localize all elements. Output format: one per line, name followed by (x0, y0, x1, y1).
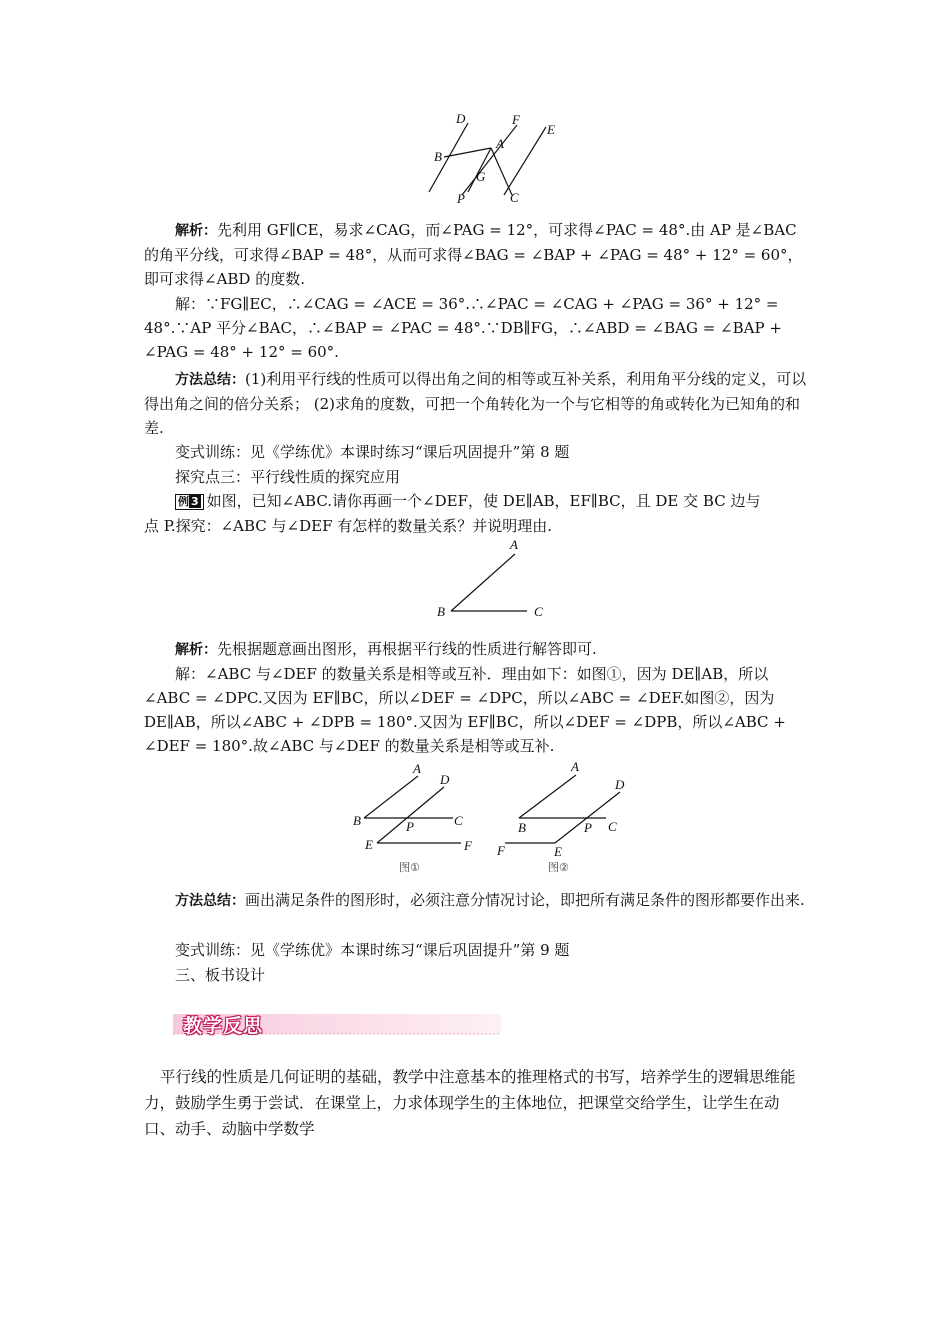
fig3b-label-p: P (584, 820, 592, 835)
fig3b-label-c: C (608, 819, 617, 834)
analysis-text: 先利用 GF∥CE，易求∠CAG，而∠PAG = 12°，可求得∠PAC = 48°.由 AP 是∠BAC 的角平分线，可求得∠BAP = 48°，从而可求得∠BAG = ∠BAP + ∠PAG = 48° + 12° = 60°，即可求得∠ABD 的度数. (144, 221, 803, 288)
reflection-body: 平行线的性质是几何证明的基础，教学中注意基本的推理格式的书写，培养学生的逻辑思维能力，鼓励学生勇于尝试．在课堂上，力求体现学生的主体地位，把课堂交给学生，让学生在动口、动手、动脑中学数学 (144, 1068, 796, 1138)
method-3-label: 方法总结： (175, 893, 245, 909)
example-badge-prefix: 例 (178, 495, 189, 508)
solution-3 (144, 662, 808, 758)
method-label: 方法总结： (175, 372, 245, 388)
solution-label: 解： (175, 295, 206, 313)
fig3a-label-f: F (464, 838, 472, 853)
example-badge (175, 494, 204, 510)
fig3b-label-f: F (497, 843, 505, 858)
figure-parallel-lines-1 (420, 108, 570, 208)
analysis-3-text: 先根据题意画出图形，再根据平行线的性质进行解答即可. (217, 640, 597, 658)
line-ce (504, 127, 546, 195)
fig2-label-c: C (534, 604, 543, 619)
fig1-label-c: C (510, 190, 519, 205)
method-3-text: 画出满足条件的图形时，必须注意分情况讨论，即把所有满足条件的图形都要作出来. (245, 891, 805, 909)
fig3b-caption: 图② (548, 861, 569, 874)
example-3-line-1 (144, 489, 839, 513)
fig3a-label-e: E (365, 837, 373, 852)
line-ac (491, 148, 512, 195)
solution-3-text: ∠ABC 与∠DEF 的数量关系是相等或互补．理由如下：如图①，因为 DE∥AB，所以∠ABC = ∠DPC.又因为 EF∥BC，所以∠DEF = ∠DPC，所以∠ABC = ∠DEF.如图②，因为 DE∥AB，所以∠ABC + ∠DPB = 180°.又因为 EF∥BC，所以∠DEF = ∠DPB，所以∠ABC + ∠DEF = 180°.故∠ABC 与∠DEF 的数量关系是相等或互补. (144, 665, 786, 755)
solution-text: ∵FG∥EC，∴∠CAG = ∠ACE = 36°.∴∠PAC = ∠CAG + ∠PAG = 36° + 12° = 48°.∵AP 平分∠BAC，∴∠BAP = ∠PAC = 48°.∵DB∥FG，∴∠ABD = ∠BAG = ∠BAP + ∠PAG = 48° + 12° = 60°. (144, 295, 782, 361)
fig3a-caption: 图① (399, 861, 420, 874)
fig3a-label-b: B (353, 813, 361, 828)
variant-training-3: 变式训练：见《学练优》本课时练习“课后巩固提升”第 9 题 (175, 941, 570, 959)
fig1-label-a: A (496, 136, 504, 151)
fig1-label-e: E (547, 122, 555, 137)
ray-ba (451, 554, 515, 611)
fig3b-label-e: E (554, 844, 562, 859)
fig3a-ed (377, 787, 444, 843)
board-design-heading: 三、板书设计 (175, 966, 266, 984)
fig3a-label-a: A (413, 761, 421, 776)
figure-two-cases (345, 760, 645, 880)
fig1-label-d: D (456, 111, 466, 126)
fig1-label-b: B (434, 149, 442, 164)
fig2-label-b: B (437, 604, 445, 619)
analysis-3-label: 解析： (175, 642, 217, 658)
fig3b-label-a: A (571, 760, 579, 774)
analysis-1 (144, 218, 808, 291)
fig1-label-p: P (457, 191, 465, 206)
fig3a-ba (364, 776, 418, 818)
fig2-label-a: A (510, 537, 518, 552)
line-fg (462, 125, 517, 195)
fig3b-label-d: D (615, 777, 625, 792)
variant-training-1: 变式训练：见《学练优》本课时练习“课后巩固提升”第 8 题 (175, 443, 570, 461)
fig3a-label-p: P (406, 819, 414, 834)
explore-point-3: 探究点三：平行线性质的探究应用 (175, 468, 401, 486)
example-badge-number: 3 (191, 495, 199, 508)
method-summary-1 (144, 367, 808, 440)
reflection-title: 教学反思 (183, 1015, 264, 1037)
example-3-line-2: 点 P.探究：∠ABC 与∠DEF 有怎样的数量关系？并说明理由. (144, 517, 553, 535)
fig3a-label-c: C (454, 813, 463, 828)
method-summary-3 (144, 888, 808, 913)
fig3a-label-d: D (440, 772, 450, 787)
fig1-label-g: G (476, 169, 486, 184)
fig1-label-f: F (512, 112, 520, 127)
fig3b-label-b: B (518, 820, 526, 835)
example-3-text-1: 如图，已知∠ABC.请你再画一个∠DEF，使 DE∥AB，EF∥BC，且 DE 交 BC 边与 (206, 492, 761, 510)
reflection-text (144, 1064, 808, 1142)
fig3b-ba (519, 775, 576, 818)
solution-3-label: 解： (175, 665, 206, 683)
analysis-3 (144, 637, 808, 662)
solution-1 (144, 292, 808, 364)
figure-angle-abc (430, 536, 550, 622)
method-text: (1)利用平行线的性质可以得出角之间的相等或互补关系，利用角平分线的定义，可以得出角之间的倍分关系； (2)求角的度数，可把一个角转化为一个与它相等的角或转化为已知角的和差. (144, 370, 807, 437)
analysis-label: 解析： (175, 223, 217, 239)
